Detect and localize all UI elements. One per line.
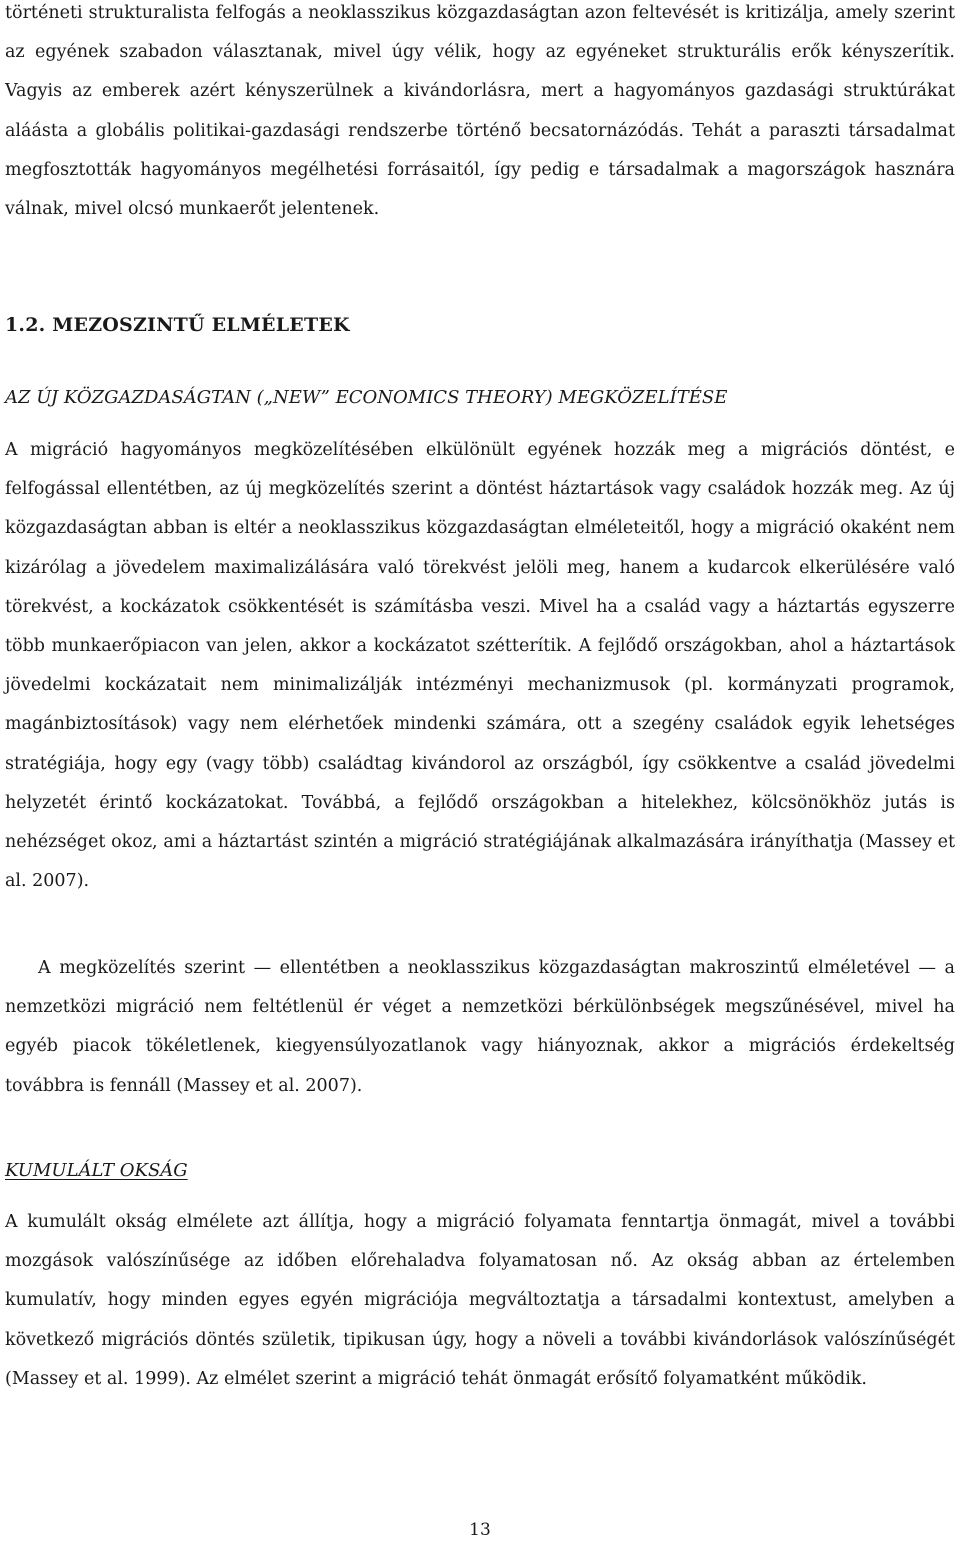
paragraph-new-economics-2: A megközelítés szerint — ellentétben a neoklasszikus közgazdaságtan makroszintű elméletével — a nemzetközi migráció nem feltétlenül ér véget a nemzetközi bérkülönbségek megszűnésével, mivel ha egyéb piacok tökéletlenek, kiegyensúlyozatlanok vagy hiányoznak, akkor a migrációs érdekeltség továbbra is fennáll (Massey et al. 2007). xyxy=(5,958,955,1096)
paragraph-intro: történeti strukturalista felfogás a neoklasszikus közgazdaságtan azon feltevését is kritizálja, amely szerint az egyének szabadon választanak, mivel úgy vélik, hogy az egyéneket strukturális erők kényszerítik. Vagyis az emberek azért kényszerülnek a kivándorlásra, mert a hagyományos gazdasági struktúrákat aláásta a globális politikai-gazdasági rendszerbe történő becsatornázódás. Tehát a paraszti társadalmat megfosztották hagyományos megélhetési forrásaitól, így pedig e társadalmak a magországok hasznára válnak, mivel olcsó munkaerőt jelentenek. xyxy=(5,3,955,220)
subheading-new-economics: AZ ÚJ KÖZGAZDASÁGTAN („NEW” ECONOMICS THEORY) MEGKÖZELÍTÉSE xyxy=(5,387,728,408)
paragraph-new-economics-1: A migráció hagyományos megközelítésében elkülönült egyének hozzák meg a migrációs döntést, e felfogással ellentétben, az új megközelítés szerint a döntést háztartások vagy családok hozzák meg. Az új közgazdaságtan abban is eltér a neoklasszikus közgazdaságtan elméleteitől, hogy a migráció okaként nem kizárólag a jövedelem maximalizálására való törekvést jelöli meg, hanem a kudarcok elkerülésére való törekvést, a kockázatok csökkentését is számításba veszi. Mivel ha a család vagy a háztartás egyszerre több munkaerőpiacon van jelen, akkor a kockázatot szétterítik. A fejlődő országokban, ahol a háztartások jövedelmi kockázatait nem minimalizálják intézményi mechanizmusok (pl. kormányzati programok, magánbiztosítások) vagy nem elérhetőek mindenki számára, ott a szegény családok egyik lehetséges stratégiája, hogy egy (vagy több) családtag kivándorol az országból, így csökkentve a család jövedelmi helyzetét érintő kockázatokat. Továbbá, a fejlődő országokban a hitelekhez, kölcsönökhöz jutás is nehézséget okoz, ami a háztartást szintén a migráció stratégiájának alkalmazására irányíthatja (Massey et al. 2007). xyxy=(5,440,955,892)
paragraph-cumulative-causation: A kumulált okság elmélete azt állítja, hogy a migráció folyamata fenntartja önmagát, mivel a további mozgások valószínűsége az időben előrehaladva folyamatosan nő. Az okság abban az értelemben kumulatív, hogy minden egyes egyén migrációja megváltoztatja a társadalmi kontextust, amelyben a következő migrációs döntés születik, tipikusan úgy, hogy a növeli a további kivándorlások valószínűségét (Massey et al. 1999). Az elmélet szerint a migráció tehát önmagát erősítő folyamatként működik. xyxy=(5,1212,955,1389)
section-heading: 1.2. MEZOSZINTŰ ELMÉLETEK xyxy=(5,314,350,336)
page-number: 13 xyxy=(469,1520,491,1540)
subheading-cumulative-causation: KUMULÁLT OKSÁG xyxy=(5,1160,188,1181)
